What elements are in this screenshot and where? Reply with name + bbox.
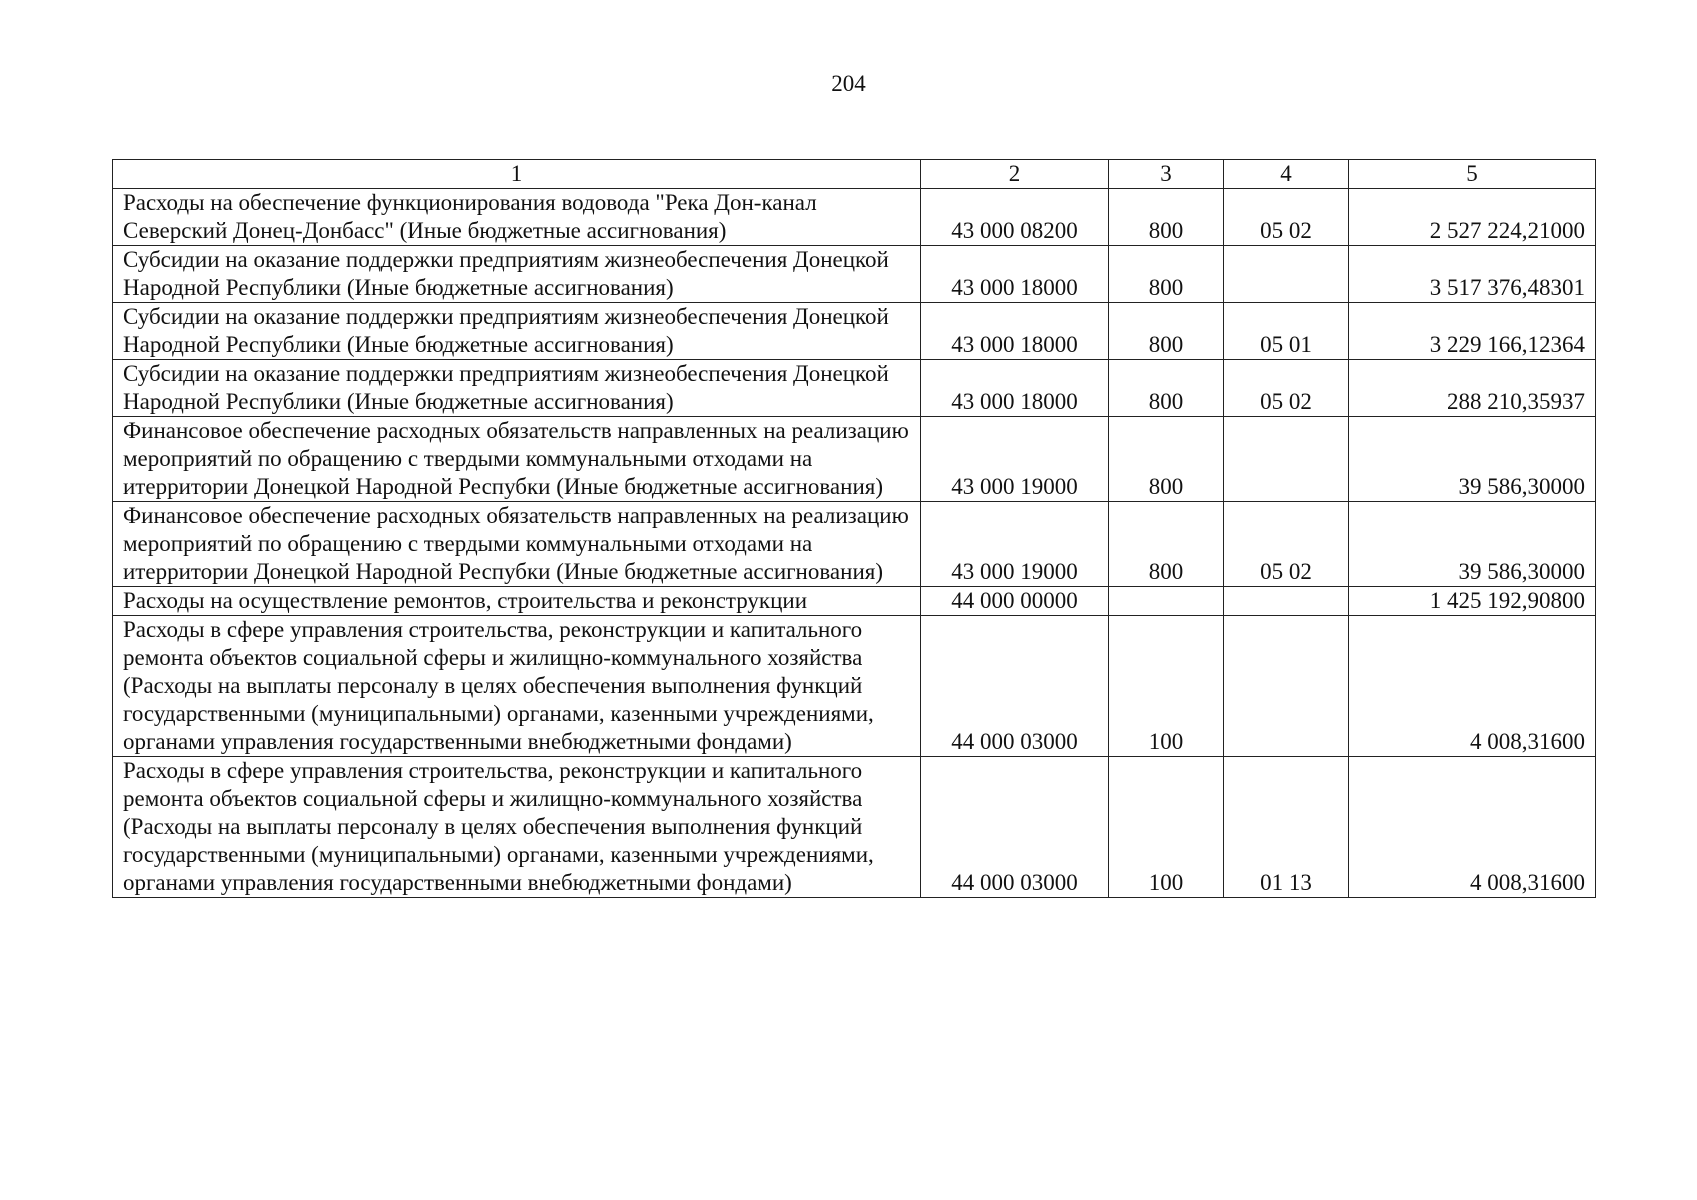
row-code: 43 000 18000 [921,360,1109,417]
column-header-section: 4 [1224,160,1349,189]
row-section [1224,616,1349,757]
row-vr: 800 [1109,502,1224,587]
row-vr: 800 [1109,303,1224,360]
table-row [113,360,1596,417]
row-section [1224,587,1349,616]
row-code: 43 000 08200 [921,189,1109,246]
table-header-row [113,160,1596,189]
row-section: 05 02 [1224,189,1349,246]
row-name: Расходы на обеспечение функционирования водовода "Река Дон-канал Северский Донец-Донбасс" (Иные бюджетные ассигнования) [113,189,921,246]
row-code: 44 000 03000 [921,616,1109,757]
table-row [113,587,1596,616]
row-vr: 100 [1109,616,1224,757]
table-row [113,757,1596,898]
row-sum: 4 008,31600 [1349,757,1596,898]
table-row [113,616,1596,757]
row-code: 44 000 03000 [921,757,1109,898]
column-header-sum: 5 [1349,160,1596,189]
page-number: 204 [831,71,866,96]
row-code: 43 000 18000 [921,303,1109,360]
row-sum: 288 210,35937 [1349,360,1596,417]
table-row [113,502,1596,587]
row-name: Финансовое обеспечение расходных обязательств направленных на реализацию мероприятий по обращению с твердыми коммунальными отходами на итерритории Донецкой Народной Респубки (Иные бюджетные ассигнования) [113,502,921,587]
row-vr: 800 [1109,246,1224,303]
row-section: 05 02 [1224,502,1349,587]
budget-table [112,159,1596,898]
row-name: Субсидии на оказание поддержки предприятиям жизнеобеспечения Донецкой Народной Республики (Иные бюджетные ассигнования) [113,360,921,417]
row-section [1224,246,1349,303]
row-section: 05 02 [1224,360,1349,417]
row-sum: 39 586,30000 [1349,502,1596,587]
row-name: Субсидии на оказание поддержки предприятиям жизнеобеспечения Донецкой Народной Республики (Иные бюджетные ассигнования) [113,246,921,303]
table-row [113,417,1596,502]
row-sum: 3 517 376,48301 [1349,246,1596,303]
row-sum: 3 229 166,12364 [1349,303,1596,360]
row-code: 44 000 00000 [921,587,1109,616]
row-code: 43 000 19000 [921,417,1109,502]
row-section [1224,417,1349,502]
row-vr: 800 [1109,417,1224,502]
row-section: 05 01 [1224,303,1349,360]
row-name: Субсидии на оказание поддержки предприятиям жизнеобеспечения Донецкой Народной Республики (Иные бюджетные ассигнования) [113,303,921,360]
table-row [113,189,1596,246]
row-name: Расходы в сфере управления строительства, реконструкции и капитального ремонта объектов социальной сферы и жилищно-коммунального хозяйства (Расходы на выплаты персоналу в целях обеспечения выполнения функций государственными (муниципальными) органами, казенными учреждениями, органами управления государственными внебюджетными фондами) [113,616,921,757]
column-header-vr: 3 [1109,160,1224,189]
row-vr: 100 [1109,757,1224,898]
row-code: 43 000 18000 [921,246,1109,303]
column-header-name: 1 [113,160,921,189]
row-name: Расходы на осуществление ремонтов, строительства и реконструкции [113,587,921,616]
row-vr: 800 [1109,189,1224,246]
row-name: Финансовое обеспечение расходных обязательств направленных на реализацию мероприятий по обращению с твердыми коммунальными отходами на итерритории Донецкой Народной Респубки (Иные бюджетные ассигнования) [113,417,921,502]
column-header-code: 2 [921,160,1109,189]
row-sum: 39 586,30000 [1349,417,1596,502]
row-sum: 2 527 224,21000 [1349,189,1596,246]
row-sum: 1 425 192,90800 [1349,587,1596,616]
table-row [113,303,1596,360]
row-name: Расходы в сфере управления строительства, реконструкции и капитального ремонта объектов социальной сферы и жилищно-коммунального хозяйства (Расходы на выплаты персоналу в целях обеспечения выполнения функций государственными (муниципальными) органами, казенными учреждениями, органами управления государственными внебюджетными фондами) [113,757,921,898]
row-vr: 800 [1109,360,1224,417]
row-vr [1109,587,1224,616]
table-row [113,246,1596,303]
row-sum: 4 008,31600 [1349,616,1596,757]
row-code: 43 000 19000 [921,502,1109,587]
row-section: 01 13 [1224,757,1349,898]
